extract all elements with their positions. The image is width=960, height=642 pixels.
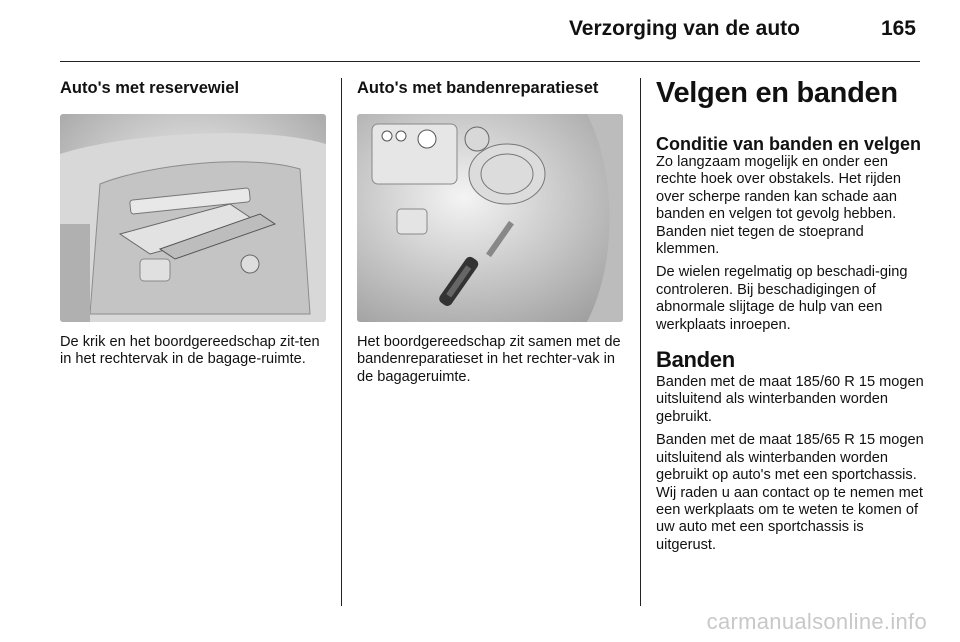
header-rule — [60, 61, 920, 62]
repair-kit-photo — [357, 114, 623, 322]
header-title: Verzorging van de auto — [568, 17, 800, 40]
chapter-title: Velgen en banden — [656, 77, 898, 109]
paragraph-3: Banden met de maat 185/60 R 15 mogen uitsluitend als winterbanden worden gebruikt. — [656, 374, 924, 425]
middle-column — [357, 78, 625, 386]
middle-caption: Het boordgereedschap zit samen met de bandenreparatieset in het rechter-vak in de bagageruimte. — [357, 334, 621, 385]
paragraph-2: De wielen regelmatig op beschadi-ging controleren. Bij beschadigingen of abnormale slijtage de hulp van een werkplaats inroepen. — [656, 264, 908, 333]
jack-photo — [60, 114, 326, 322]
middle-heading: Auto's met bandenreparatieset — [357, 79, 599, 97]
column-divider-right — [640, 78, 641, 606]
subheading: Conditie van banden en velgen — [656, 134, 922, 154]
left-caption: De krik en het boordgereedschap zit-ten in het rechtervak in de bagage-ruimte. — [60, 334, 320, 368]
column-divider-left — [341, 78, 342, 606]
watermark: carmanualsonline.info — [706, 609, 927, 634]
left-heading: Auto's met reservewiel — [60, 79, 240, 97]
section-title: Banden — [656, 347, 735, 373]
right-column — [656, 78, 924, 554]
paragraph-4: Banden met de maat 185/65 R 15 mogen uitsluitend als winterbanden worden gebruikt op auto's met een sportchassis. Wij raden u aan contact op te nemen met een werkplaats om te weten te komen of uw auto met een sportchassis is uitgerust. — [656, 432, 924, 553]
left-column — [60, 78, 326, 369]
page-number: 165 — [880, 17, 916, 40]
paragraph-1: Zo langzaam mogelijk en onder een rechte hoek over obstakels. Het rijden over scherpe randen kan schade aan banden en velgen tot gevolg hebben. Banden niet tegen de stoeprand klemmen. — [656, 154, 901, 258]
